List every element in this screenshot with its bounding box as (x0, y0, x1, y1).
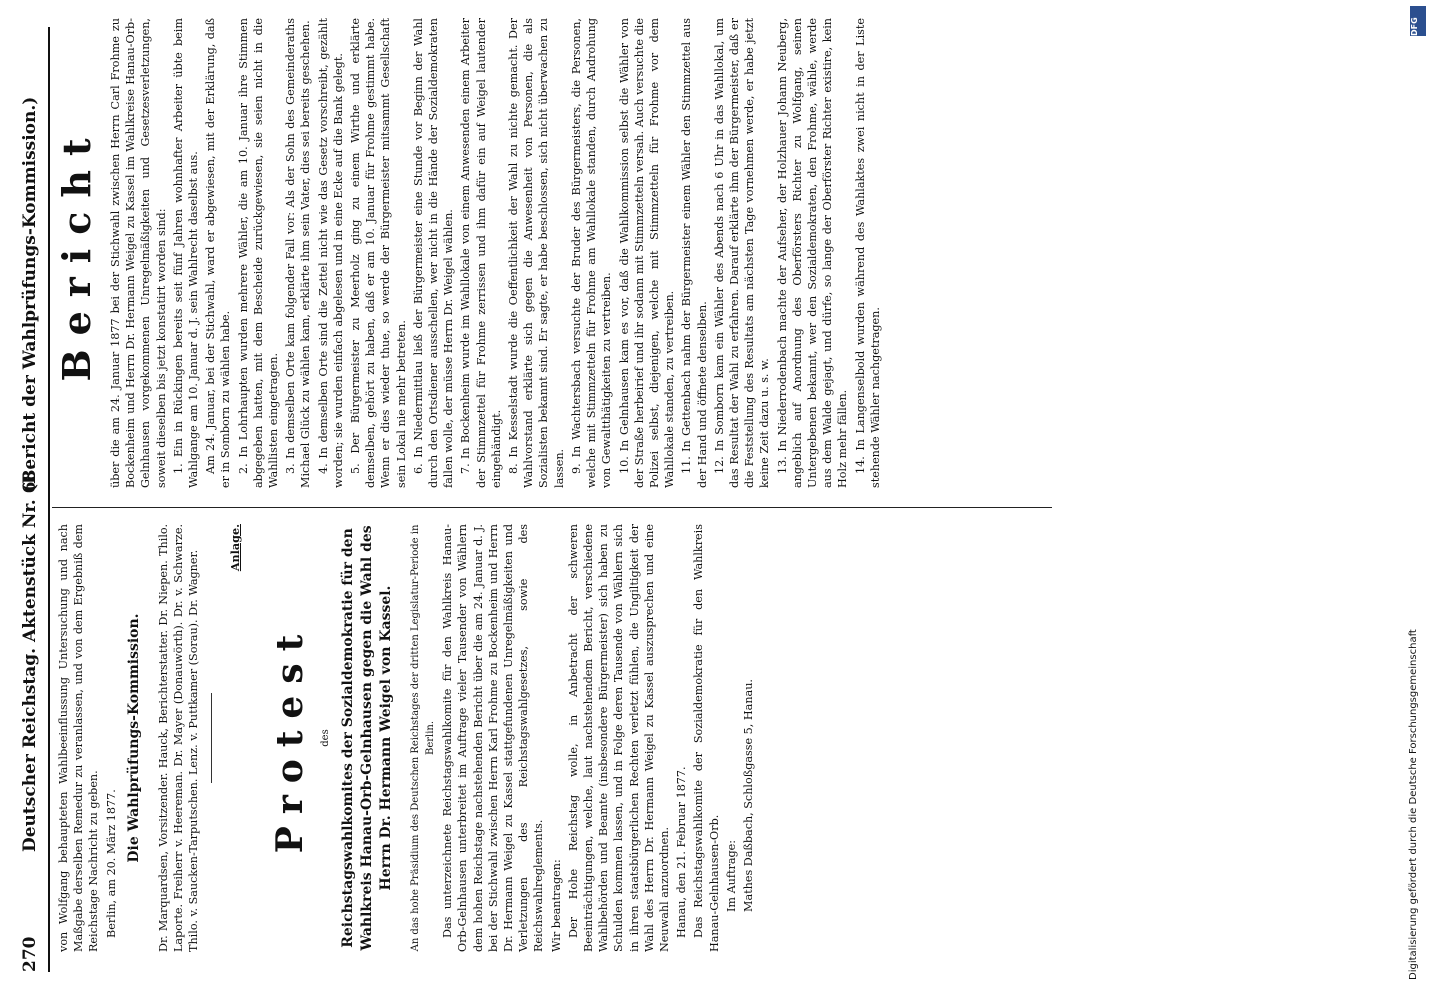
im-auftrage: Im Auftrage: (724, 839, 738, 912)
bericht-item: 14. In Langenselbold wurden während des Wahlaktes zwei nicht in der Liste stehende Wähler nachgetragen. (853, 18, 882, 488)
signature: Mathes Daßbach, Schloßgasse 5, Hanau. (742, 679, 756, 912)
bericht-item: 5. Der Bürgermeister zu Meerholz ging zu einem Wirthe und erklärte demselben, gehört zu haben, daß er am 10. Januar für Frohme gestimmt habe. Wenn er dies wieder thue, so werde der Bürgermeister mitsammt Gesellschaft sein Lokal nie mehr betreten. (349, 18, 408, 488)
commission-members: Dr. Marquardsen, Vorsitzender. Hauck, Berichterstatter. Dr. Niepen. Thilo. Laporte. Freiherr v. Heereman. Dr. Mayer (Donauwörth). Dr. v. Schwarze. Thilo. v. Saucken-Tarputschen. Lenz. v. Puttkamer (Sorau). Dr. Wagner. (156, 524, 201, 952)
bericht-item: 6. In Niedermittlau ließ der Bürgermeister eine Stunde vor Beginn der Wahl durch den Ortsdiener ausschellen, wer nicht in die Hände der Sozialdemokraten fallen wolle, der müsse Herrn Dr. Weigel wählen. (411, 18, 456, 488)
dfg-watermark (1408, 40, 1428, 980)
bericht-item: Am 24. Januar, bei der Stichwahl, ward er abgewiesen, mit der Erklärung, daß er in Somborn zu wählen habe. (204, 18, 233, 488)
left-column (56, 524, 758, 952)
bericht-item: 9. In Wachtersbach versuchte der Bruder des Bürgermeisters, die Personen, welche mit Stimmzetteln für Frohme am Wahllokale standen, durch Androhung von Gewaltthätigkeiten zu vertreiben. (569, 18, 614, 488)
section-title: (Bericht der Wahlprüfungs-Kommission.) (20, 96, 40, 492)
bericht-item: 8. In Kesselstadt wurde die Oeffentlichkeit der Wahl zu nichte gemacht. Der Wahlvorstand erklärte sich gegen die Anwesenheit von Personen, die als Sozialisten bekannt sind. Er sagte, er habe beschlossen, sich nicht überwachen zu lassen. (507, 18, 566, 488)
intro-text: von Wolfgang behaupteten Wahlbeeinflussung Untersuchung und nach Maßgabe derselben Remedur zu veranlassen, und von dem Ergebniß dem Reichstage Nachricht zu geben. (57, 524, 101, 952)
des-word: des (319, 729, 331, 747)
protest-paragraph-2: Wir beantragen: (549, 859, 563, 952)
publication-title: Deutscher Reichstag. Aktenstück Nr. 68. (20, 463, 40, 852)
committee-name: Das Reichstagswahlkomite der Sozialdemokratie für den Wahlkreis Hanau-Gelnhausen-Orb. (692, 524, 721, 952)
bericht-item: 2. In Lohrhaupten wurden mehrere Wähler, die am 10. Januar ihre Stimmen abgegeben hatten, mit dem Bescheide zurückgewiesen, sie seien nicht in die Wahllisten eingetragen. (236, 18, 281, 488)
bericht-item: 13. In Niederrodenbach machte der Aufseher, der Holzhauer Johann Neuberg, angeblich auf Anordnung des Oberförsters Richter zu Wolfgang, seinen Untergebenen bekannt, wer den Sozialdemokraten, den Frohme, wähle, werde aus dem Walde gejagt, und dürfe, so lange der Oberförster Richter existire, kein Holz mehr fällen. (775, 18, 850, 488)
header-rule (48, 27, 50, 972)
protest-paragraph-1: Das unterzeichnete Reichstagswahlkomite für den Wahlkreis Hanau-Orb-Gelnhausen unterbreitet im Auftrage vieler Tausender von Wählern dem hohen Reichstage nachstehenden Bericht über die am 24. Januar d. J. bei der Stichwahl zwischen Herrn Karl Frohme zu Bockenheim und Herrn Dr. Hermann Weigel zu Kassel stattgefundenen Unregelmäßigkeiten und Verletzungen des Reichstagswahlgesetzes, sowie des Reichswahlreglements. (441, 524, 546, 952)
address-block: An das hohe Präsidium des Deutschen Reichstages der dritten Legislatur-Periode in Berlin. (409, 524, 437, 952)
right-column (56, 18, 885, 488)
bericht-items (171, 18, 883, 488)
short-divider (211, 693, 212, 783)
bericht-item: 4. In demselben Orte sind die Zettel nicht wie das Gesetz vorschreibt, gezählt worden; sie wurden einfach abgelesen und in eine Ecke auf die Bank gelegt. (316, 18, 345, 488)
dfg-watermark-text: Digitalisierung gefördert durch die Deutsche Forschungsgemeinschaft (1408, 629, 1419, 980)
column-divider (52, 507, 1052, 508)
bericht-item: 12. In Somborn kam ein Wähler des Abends nach 6 Uhr in das Wahllokal, um das Resultat der Wahl zu erfahren. Darauf erklärte ihm der Bürgermeister, daß er die Feststellung des Resultats am nächsten Tage vornehmen werde, er habe jetzt keine Zeit dazu u. s. w. (712, 18, 772, 488)
bericht-item: 7. In Bockenheim wurde im Wahllokale von einem Anwesenden einem Arbeiter der Stimmzettel für Frohme zerrissen und ihm dafür ein auf Weigel lautender eingehändigt. (459, 18, 503, 488)
bericht-item: 3. In demselben Orte kam folgender Fall vor: Als der Sohn des Gemeinderaths Michael Glück zu wählen kam, erklärte ihm sein Vater, dies sei bereits geschehen. (284, 18, 313, 488)
commission-title: Die Wahlprüfungs-Kommission. (125, 613, 142, 863)
bericht-intro: über die am 24. Januar 1877 bei der Stichwahl zwischen Herrn Carl Frohme zu Bockenheim und Herrn Dr. Hermann Weigel zu Kassel im Wahlkreise Hanau-Orb-Gelnhausen vorgekommenen Unregelmäßigkeiten und Gesetzesverletzungen, soweit dieselben bis jetzt konstatirt worden sind: (109, 18, 168, 488)
protest-paragraph-3: Der Hohe Reichstag wolle, in Anbetracht der schweren Beeinträchtigungen, welche, laut nachstehendem Bericht, verschiedene Wahlbehörden und Beamte (insbesondere Bürgermeister) sich haben zu Schulden kommen lassen, und in Folge deren Tausende von Wählern sich in ihren staatsbürgerlichen Rechten verletzt fühlen, die Ungiltigkeit der Wahl des Herrn Dr. Hermann Weigel zu Kassel auszusprechen und eine Neuwahl anzuordnen. (566, 524, 672, 952)
bericht-item: 1. Ein in Rückingen bereits seit fünf Jahren wohnhafter Arbeiter übte beim Wahlgange am 10. Januar d. J. sein Wahlrecht daselbst aus. (171, 18, 201, 488)
bericht-item: 10. In Gelnhausen kam es vor, daß die Wahlkommission selbst die Wähler von der Straße herbeirief und ihr sodann mit Stimmzetteln versah. Auch versuchte die Polizei selbst, diejenigen, welche mit Stimmzetteln für Frohme vor dem Wahllokale standen, zu vertreiben. (617, 18, 677, 488)
protest-heading: Protest (268, 622, 311, 854)
place-date: Hanau, den 21. Februar 1877. (675, 766, 689, 938)
dfg-logo: DFG (1410, 6, 1426, 36)
bericht-item: 11. In Gettenbach nahm der Bürgermeister einem Wähler den Stimmzettel aus der Hand und öffnete denselben. (680, 18, 709, 488)
page-number: 270 (20, 936, 40, 972)
page-header (20, 27, 46, 972)
protest-subtitle: Reichstagswahlkomites der Sozialdemokratie für den Wahlkreis Hanau-Orb-Gelnhausen gegen die Wahl des Herrn Dr. Hermann Weigel von Kassel. (339, 525, 394, 951)
bericht-heading: Bericht (54, 124, 99, 382)
anlage-label: Anlage. (228, 524, 243, 572)
date-line: Berlin, am 20. März 1877. (104, 789, 118, 938)
